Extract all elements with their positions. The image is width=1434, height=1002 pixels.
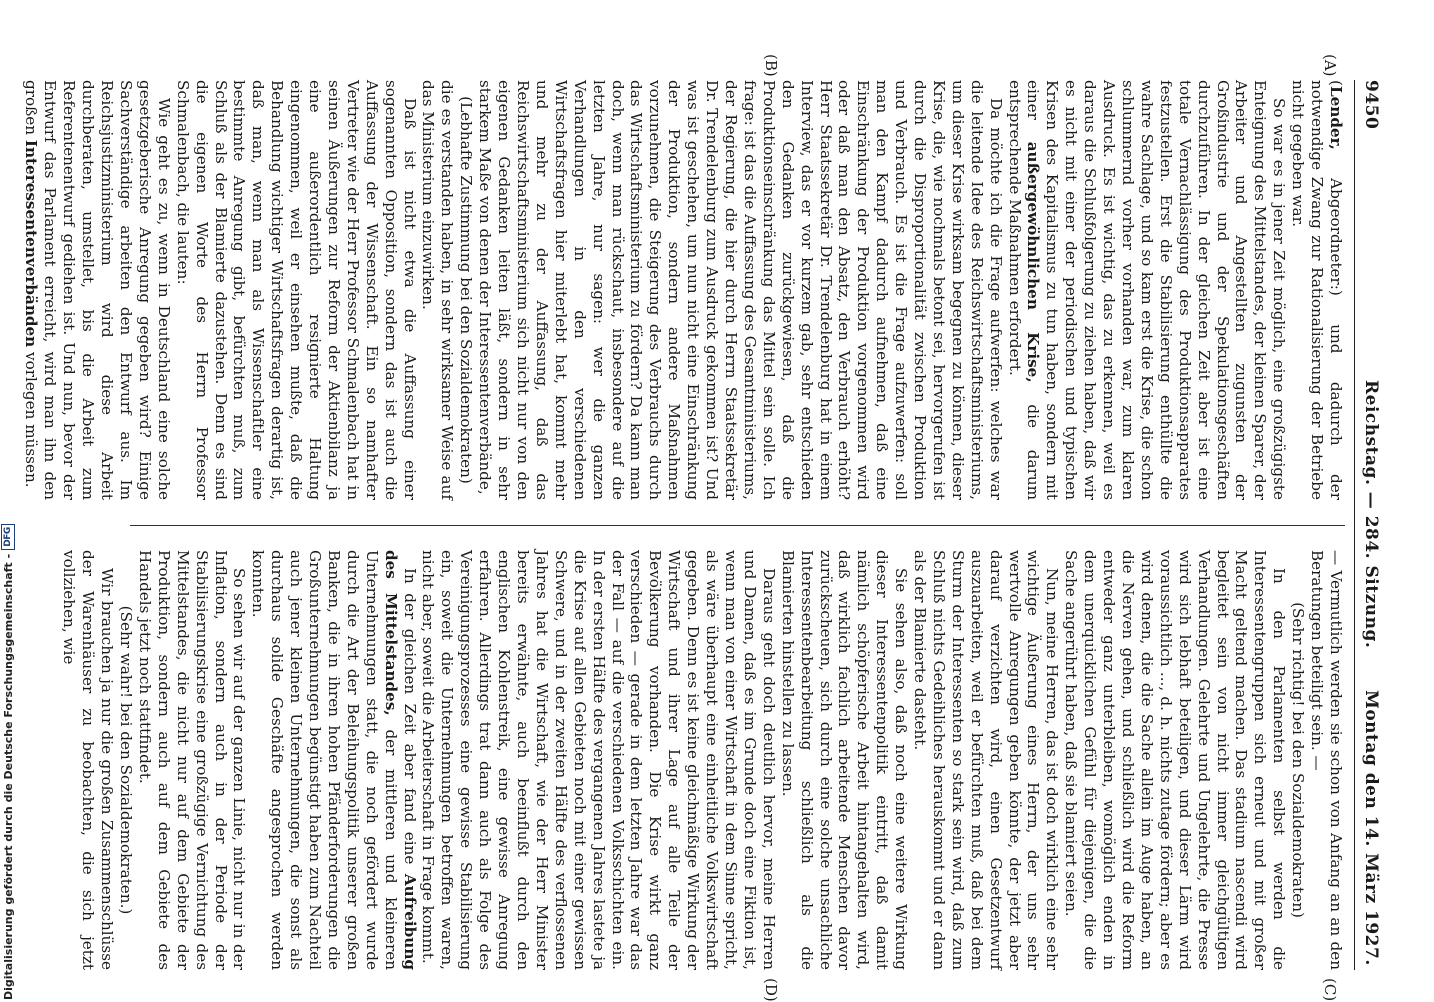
left-paragraph-1: (Lender, Abgeordneter:) und dadurch der notwendige Zwang zur Rationalisierung der Betriebe nicht gegeben war. bbox=[1289, 80, 1345, 500]
interjection: (Sehr wahr! bei den Sozialdemokraten.) bbox=[117, 605, 135, 915]
right-paragraph-7: So sehen wir auf der ganzen Linie, nicht nur in der Inflation, sondern auch in der Periode der Stabilisierungskrise eine großzügige Vernichtung des Mittelstandes, die nicht nur auf dem Gebiete der Produktion, sondern auch auf dem Gebiete des Handels jetzt noch stattfindet. bbox=[135, 550, 249, 970]
left-p2-end: die darum entsprechende Maßnahmen erfordert. bbox=[1005, 80, 1043, 501]
page-number: 9450 bbox=[1361, 80, 1381, 130]
left-quote bbox=[22, 80, 173, 500]
digitization-watermark: Digitalisierung gefördert durch die Deutsche Forschungsgemeinschaft - DFG bbox=[0, 605, 16, 1000]
margin-mark-d: (D) bbox=[762, 978, 780, 1002]
dfg-logo: DFG bbox=[1, 524, 15, 550]
right-p6-start: In der gleichen Zeit aber fand eine bbox=[400, 568, 419, 865]
right-paragraph-3: Nun, meine Herren, das ist doch wirklich eine sehr wichtige Äußerung eines Herrn, der uns sehr wertvolle Anregungen geben könnte, der jetzt aber darauf verzichten wird, einen Gesetzentwurf auszuarbeiten, weil er befürchten muß, daß bei dem Sturm der Interessenten so stark sein wird, daß zum Schluß nichts Gedeihliches herauskommt und er dann als der Blamierte dasteht. bbox=[911, 550, 1062, 970]
header-rule bbox=[1354, 80, 1355, 970]
left-paragraph-2 bbox=[1005, 80, 1289, 500]
session-title: Reichstag. — 284. Sitzung. bbox=[1361, 380, 1381, 649]
right-paragraph-8: Wir brauchen ja nur die großen Zusammenschlüsse der Warenhäuser zu beobachten, die sich jetzt vollziehen, wie bbox=[60, 550, 117, 970]
left-quote-end: vorlegen müssen. bbox=[22, 352, 41, 488]
left-paragraph-4: die es verstanden haben, in sehr wirksamer Weise auf das Ministerium einzuwirken. bbox=[419, 80, 457, 500]
margin-mark-a: (A) bbox=[1321, 54, 1339, 77]
left-paragraph-3: Da möchte ich die Frage aufwerfen: welches war die leitende Idee des Reichswirtschaftsministeriums, um dieser Krise wirksam begegnen zu können, dieser Krise, die, wie nochmals betont sei, hervorgerufen ist durch die Disproportionalität zwischen Produktion und Verbrauch. Es ist die Frage aufzuwerfen: soll man den Kampf dadurch aufnehmen, daß eine Einschränkung der Produktion vorgenommen wird oder daß man den Absatz, den Verbrauch erhöht? Herr Staatssekretär Dr. Trendelenburg hat in einem Interview, das er vor kurzem gab, sehr entschieden den Gedanken zurückgewiesen, daß die Produktionseinschränkung das Mittel sein solle. Ich frage: ist das die Auffassung des Gesamtministeriums, der Regierung, die hier durch Herrn Staatssekretär Dr. Trendelenburg zum Ausdruck gekommen ist? Und was ist geschehen, um nun nicht eine Einschränkung der Produktion, sondern andere Maßnahmen vorzunehmen, die Steigerung des Verbrauchs durch das Wirtschaftsministerium zu fördern? Da kann man doch, wenn man rückschaut, insbesondere auf die letzten Jahre, nur sagen: wer die ganzen Verhandlungen in den verschiedenen Wirtschaftsfragen hier miterlebt hat, kommt mehr und mehr zu der Auffassung, daß das Reichswirtschaftsministerium sich nicht nur von den eigenen Gedanken leiten läßt, sondern in sehr starkem Maße von denen der Interessentenverbände, bbox=[476, 80, 1005, 500]
right-column bbox=[60, 550, 1345, 971]
left-quote-text: Wie geht es zu, wenn in Deutschland eine solche gesetzgeberische Anregung gegeben wird? Einige Sachverständige arbeiten den Entwurf aus. Im Reichsjustizministerium wird diese Arbeit durchberaten, umstellet, bis die Arbeit zum Referentenentwurf gediehen ist. Und nun, bevor der Entwurf das Parlament erreicht, wird man ihn den großen bbox=[22, 80, 173, 500]
speaker-role: Abgeordneter: bbox=[1327, 178, 1345, 290]
interjection: (Sehr richtig! bei den Sozialdemokraten) bbox=[1289, 602, 1308, 918]
left-quote-emphasis: Interessentenverbänden bbox=[22, 139, 41, 348]
margin-mark-b: (B) bbox=[762, 54, 780, 77]
left-paragraph-5: Daß ist nicht etwa die Auffassung einer sogenannten Opposition, sondern das ist auch die Auffassung der Wissenschaft. Ein so namhafter Vertreter wie der Herr Professor Schmalenbach hat in seinen Äußerungen zur Reform der Aktienbilanz ja eine außerordentlich resignierte Haltung eingenommen, weil er einsehen mußte, daß die Behandlung wichtiger Wirtschaftsfragen derartig ist, daß man, wenn man als Wissenschaftler eine bestimmte Anregung gibt, befürchten muß, zum Schluß als der Blamierte dazustehen. Denn es sind die eigenen Worte des Herrn Professor Schmalenbach, die lauten: bbox=[173, 80, 419, 500]
margin-mark-c: (C) bbox=[1321, 978, 1339, 1002]
right-paragraph-6 bbox=[248, 550, 418, 970]
right-paragraph-4: Sie sehen also, daß noch eine weitere Wirkung dieser Interessentenpolitik eintritt, daß damit nämlich schöpferische Arbeit hintangehalten wird, daß wirklich fachlich arbeitende Menschen davor zurückscheuen, sich durch eine solche unsachliche Interessentenbearbeitung schließlich als die Blamierten hinstellen zu lassen. bbox=[778, 550, 911, 970]
right-paragraph-2: In den Parlamenten selbst werden die Interessentengruppen sich erneut und mit großer Macht geltend machen. Das stadium nascendi wird begleitet sein von nicht immer gleichgültigen Verhandlungen. Gelehrte und Ungelehrte, die Presse wird sich lebhaft beteiligen, und dieser Lärm wird voraussichtlich ..., d. h. nichts zutage fördern; aber es wird denen, die die Sache allein im Auge haben, an die Nerven gehen, und schließlich wird die Reform entweder ganz unterbleiben, womöglich enden in dem unerquicklichen Gefühl für diejenigen, die die Sache angerührt haben, daß sie blamiert seien. bbox=[1062, 550, 1289, 970]
left-p2-emphasis: außergewöhnlichen Krise, bbox=[1024, 141, 1043, 383]
right-p6-rest: der mittleren und kleineren Unternehmungen statt, die noch gefördert wurde durch die Art der Beleihungspolitik unserer großen Banken, die in ihren hohen Pfänderforderungen die Großunternehmungen begünstigt haben zum Nachteil auch jener kleinen Unternehmungen, die sonst als durchaus solide Geschäfte angesprochen werden konnten. bbox=[249, 550, 400, 971]
watermark-text: Digitalisierung gefördert durch die Deutsche Forschungsgemeinschaft bbox=[1, 562, 15, 1000]
left-column bbox=[22, 80, 1345, 501]
right-paragraph-1: — Vermutlich werden sie schon von Anfang an an den Beratungen beteiligt sein. — bbox=[1308, 550, 1345, 970]
speaker-name: Lender, bbox=[1327, 85, 1345, 150]
session-date: Montag den 14. März 1927. bbox=[1361, 690, 1381, 966]
right-paragraph-5: Daraus geht doch deutlich hervor, meine Herren und Damen, daß es im Grunde doch eine Fiktion ist, wenn man von einer Wirtschaft in dem Sinne spricht, als wäre überhaupt eine einheitliche Volkswirtschaft gegeben. Denn es ist keine gleichmäßige Wirkung der Wirtschaft und ihrer Lage auf alle Teile der Bevölkerung vorhanden. Die Krise wirkt ganz verschieden — gerade in dem letzten Jahre war das der Fall — auf die verschiedenen Volksschichten ein. In der ersten Hälfte des vergangenen Jahres lastete ja die Krise auf allen Gebieten noch mit einer gewissen Schwere, und in der zweiten Hälfte des verflossenen Jahres hat die Wirtschaft, wie der Herr Minister bereits erwähnte, auch beeinflußt durch den englischen Kohlenstreik, eine gewisse Anregung erfahren. Allerdings trat dann auch als Folge des Vereinigungsprozesses eine gewisse Stabilisierung ein, soweit die Unternehmungen betroffen waren, nicht aber, soweit die Arbeiterschaft in Frage kommt. bbox=[419, 550, 778, 970]
right-p6-emphasis: Aufreibung des Mittelstandes, bbox=[381, 550, 419, 970]
document-page bbox=[22, 54, 1385, 1002]
left-p2-text: So war es in jener Zeit möglich, eine großzügigste Enteignung des Mittelstandes, der kleinen Sparer, der Arbeiter und Angestellten zugunsten der Großindustrie und der Spekulationsgeschäften durchzuführen. In der gleichen Zeit aber ist eine totale Vernachlässigung des Produktionsapparates festzustellen. Erst die Stabilisierung enthüllte die wahre Sachlage, und so kam erst die Krise, die schon schlummernd vorher vorhanden war, zum klaren Ausdruck. Es ist wichtig, das zu erkennen, weil es daraus die Schlußfolgerung zu ziehen haben, daß wir es nicht mit einer der periodischen und typischen Krisen des Kapitalismus zu tun haben, sondern mit einer bbox=[1024, 80, 1289, 500]
left-p1-text: und dadurch der notwendige Zwang zur Rationalisierung der Betriebe nicht gegeben war. bbox=[1289, 80, 1345, 500]
page-header bbox=[1355, 80, 1385, 970]
column-divider bbox=[130, 525, 1345, 526]
interjection: (Lebhafte Zustimmung bei den Sozialdemokraten) bbox=[457, 96, 476, 484]
